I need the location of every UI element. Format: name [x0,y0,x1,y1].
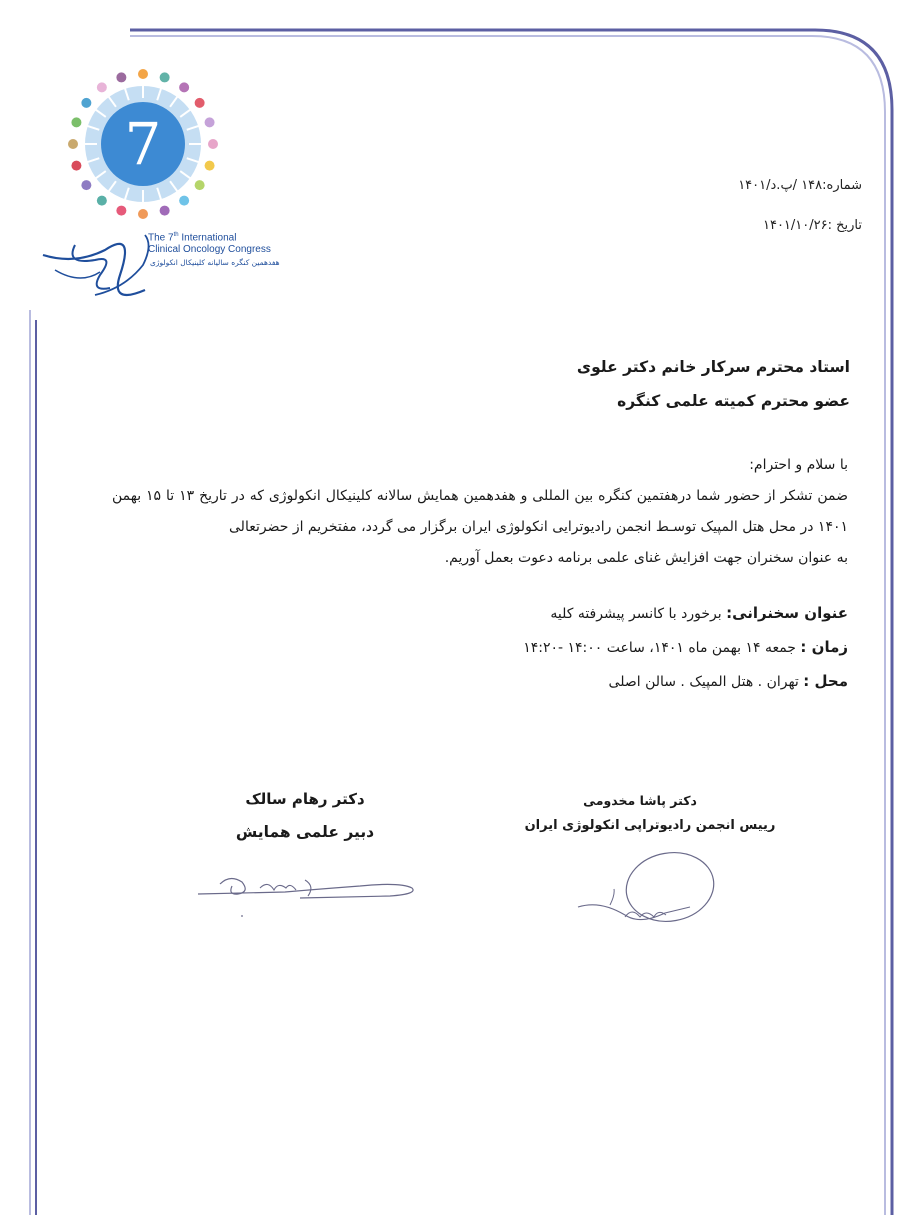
logo-petal [195,180,205,190]
logo-petal [71,161,81,171]
logo-petal [208,139,218,149]
logo-petal [138,69,148,79]
talk-topic [550,604,848,622]
right-signatory-title: رییس انجمن رادیوتراپی انکولوژی ایران [524,818,776,833]
logo-petal [205,117,215,127]
left-signatory-title: دبیر علمی همایش [235,823,375,841]
letter-number: شماره:۱۴۸ /پ.د/۱۴۰۱ [738,178,862,193]
addressee-role: عضو محترم کمیته علمی کنگره [617,392,850,410]
logo-persian-title: هفدهمین کنگره سالیانه کلینیکال انکولوژی [150,258,280,267]
greeting: با سلام و احترام: [749,457,848,473]
talk-place [609,672,848,690]
left-signature-image [190,862,425,922]
logo-petal [97,196,107,206]
logo-petal [160,72,170,82]
logo-petal [71,117,81,127]
talk-time-label: زمان : [800,638,848,656]
logo-petal [68,139,78,149]
logo-petal [116,72,126,82]
logo-petal [195,98,205,108]
logo-petal [116,206,126,216]
congress-logo [35,60,290,310]
talk-topic-label: عنوان سخنرانی: [726,604,848,622]
talk-time-value: جمعه ۱۴ بهمن ماه ۱۴۰۱، ساعت ۱۴:۰۰ -۱۴:۲۰ [523,640,801,656]
right-signatory-name: دکتر پاشا مخدومی [583,793,697,808]
logo-petal [81,180,91,190]
talk-time [523,638,848,656]
body-paragraph: ضمن تشکر از حضور شما درهفتمین کنگره بین المللی و هفدهمین همایش سالانه کلینیکال انکولوژی که در تاریخ ۱۳ تا ۱۵ بهمن ۱۴۰۱ در محل هتل المپیک توسـط انجمن رادیوترایی انکولوژی ایران برگزار می گردد، مفتخریم از حضرتعالی [112,488,848,535]
logo-petal [179,196,189,206]
logo-number: 7 [124,110,162,178]
right-signature-image [570,845,730,935]
talk-topic-value: برخورد با کانسر پیشرفته کلیه [550,606,727,622]
logo-petal [81,98,91,108]
addressee-name: استاد محترم سرکار خانم دکتر علوی [576,358,850,376]
logo-petal [138,209,148,219]
logo-petal [179,82,189,92]
letter-body [112,450,848,574]
left-signatory-name: دکتر رهام سالک [245,790,365,808]
talk-place-label: محل : [803,672,848,690]
talk-place-value: تهران . هتل المپیک . سالن اصلی [608,674,804,690]
logo-petal [160,206,170,216]
body-paragraph-last: به عنوان سخنران جهت افزایش غنای علمی برنامه دعوت بعمل آوریم. [444,550,848,566]
logo-english-title: The 7th International Clinical Oncology Congress [148,232,271,256]
letter-date: تاریخ :۱۴۰۱/۱۰/۲۶ [762,218,862,233]
logo-petal [97,82,107,92]
logo-petal [205,161,215,171]
